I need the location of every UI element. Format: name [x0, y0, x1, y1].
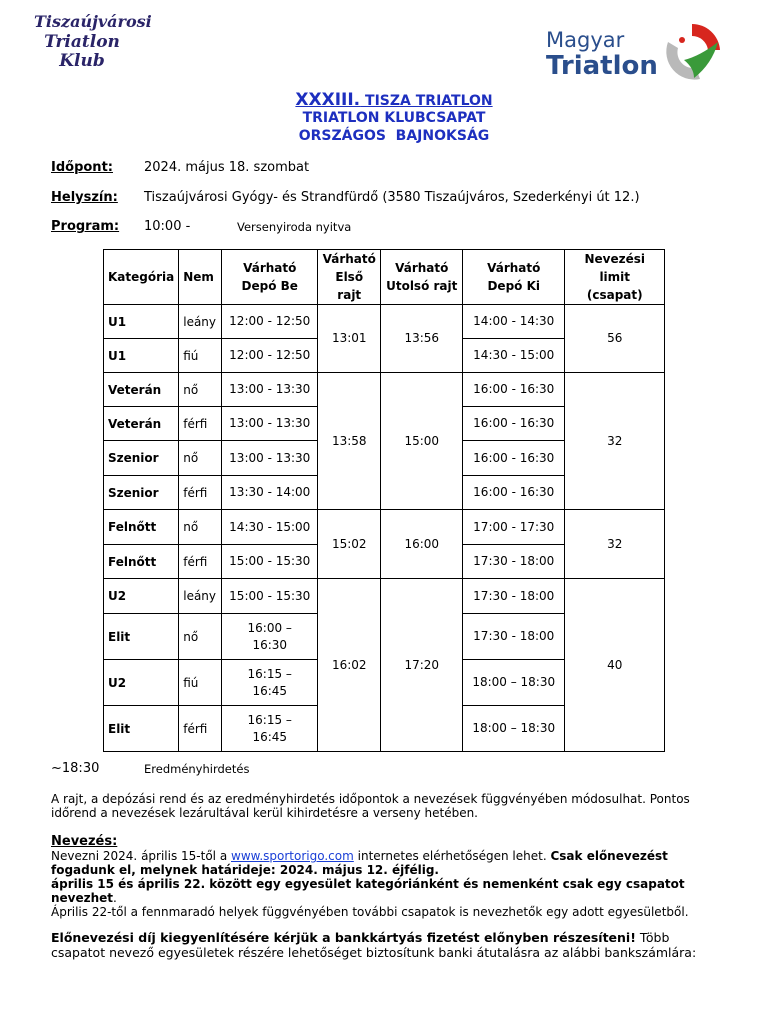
- cell-category: U2: [104, 660, 179, 706]
- place-label: Helyszín:: [51, 190, 118, 205]
- header-depo-in: Várható Depó Be: [222, 250, 318, 305]
- cell-depo-out: 16:00 - 16:30: [463, 407, 565, 441]
- results-time: ~18:30: [51, 761, 100, 776]
- cell-gender: nő: [179, 441, 222, 476]
- cell-depo-out: 17:00 - 17:30: [463, 510, 565, 545]
- registration-heading: Nevezés:: [51, 834, 118, 849]
- cell-depo-in: 12:00 - 12:50: [222, 305, 318, 339]
- header-last-start: Várható Utolsó rajt: [381, 250, 463, 305]
- cell-depo-out: 14:00 - 14:30: [463, 305, 565, 339]
- cell-category: Veterán: [104, 407, 179, 441]
- cell-category: Veterán: [104, 373, 179, 407]
- cell-gender: férfi: [179, 476, 222, 510]
- cell-first-start: 13:58: [318, 373, 381, 510]
- document-title: [0, 90, 768, 110]
- cell-category: U1: [104, 339, 179, 373]
- cell-last-start: 17:20: [381, 579, 463, 752]
- cell-depo-out: 17:30 - 18:00: [463, 545, 565, 579]
- document-subtitle-2: ORSZÁGOS BAJNOKSÁG: [298, 128, 490, 144]
- header-depo-out: Várható Depó Ki: [463, 250, 565, 305]
- cell-entry-limit: 56: [565, 305, 665, 373]
- cell-category: Szenior: [104, 476, 179, 510]
- federation-logo-line1: Magyar: [546, 28, 625, 52]
- cell-gender: leány: [179, 305, 222, 339]
- cell-entry-limit: 40: [565, 579, 665, 752]
- results-text: Eredményhirdetés: [144, 762, 250, 776]
- cell-depo-in: 15:00 - 15:30: [222, 579, 318, 614]
- program-time: 10:00 -: [144, 219, 191, 234]
- cell-depo-out: 14:30 - 15:00: [463, 339, 565, 373]
- cell-category: U2: [104, 579, 179, 614]
- cell-entry-limit: 32: [565, 373, 665, 510]
- cell-category: U1: [104, 305, 179, 339]
- table-row: [104, 579, 665, 614]
- cell-last-start: 15:00: [381, 373, 463, 510]
- cell-entry-limit: 32: [565, 510, 665, 579]
- header-first-start: Várható Első rajt: [318, 250, 381, 305]
- federation-logo-line2: Triatlon: [546, 51, 658, 81]
- payment-rest: Több csapatot nevező egyesületek részére lehetőséget biztosítunk banki átutalásra az alábbi bankszámlára:: [51, 930, 697, 960]
- cell-first-start: 15:02: [318, 510, 381, 579]
- cell-first-start: 16:02: [318, 579, 381, 752]
- cell-depo-out: 16:00 - 16:30: [463, 476, 565, 510]
- club-logo-line: Triatlon: [44, 32, 120, 52]
- cell-depo-out: 16:00 - 16:30: [463, 441, 565, 476]
- program-label: Program:: [51, 219, 120, 234]
- program-text: Versenyiroda nyitva: [237, 220, 352, 234]
- cell-depo-in: 13:00 - 13:30: [222, 441, 318, 476]
- cell-depo-in: 16:00 – 16:30: [222, 614, 318, 660]
- cell-gender: fiú: [179, 660, 222, 706]
- table-row: [104, 305, 665, 339]
- federation-logo-mark: [660, 20, 724, 84]
- cell-depo-out: 18:00 – 18:30: [463, 706, 565, 752]
- cell-depo-in: 15:00 - 15:30: [222, 545, 318, 579]
- cell-gender: nő: [179, 510, 222, 545]
- federation-logo-text: [546, 28, 658, 80]
- cell-category: Felnőtt: [104, 545, 179, 579]
- cell-gender: nő: [179, 614, 222, 660]
- cell-category: Elit: [104, 614, 179, 660]
- cell-depo-in: 14:30 - 15:00: [222, 510, 318, 545]
- time-label: Időpont:: [51, 160, 113, 175]
- club-logo-line: Tiszaújvárosi: [34, 12, 152, 31]
- title-edition: XXXIII.: [295, 90, 361, 110]
- club-logo-line: Klub: [59, 51, 105, 71]
- cell-gender: férfi: [179, 545, 222, 579]
- cell-gender: nő: [179, 373, 222, 407]
- cell-last-start: 13:56: [381, 305, 463, 373]
- cell-depo-out: 16:00 - 16:30: [463, 373, 565, 407]
- payment-text: [51, 930, 721, 960]
- table-row: [104, 510, 665, 545]
- cell-category: Elit: [104, 706, 179, 752]
- schedule-table: [103, 249, 665, 752]
- table-row: [104, 373, 665, 407]
- cell-gender: leány: [179, 579, 222, 614]
- title-event: TISZA TRIATLON: [360, 93, 493, 109]
- cell-category: Szenior: [104, 441, 179, 476]
- document-subtitle: TRIATLON KLUBCSAPAT: [302, 110, 486, 126]
- schedule-notice: A rajt, a depózási rend és az eredményhirdetés időpontok a nevezések függvényében módosulhat. Pontos időrend a nevezések lezárultával kerül kihirdetésre a verseny hetében.: [51, 792, 690, 820]
- sportorigo-link[interactable]: www.sportorigo.com: [231, 849, 354, 863]
- cell-gender: férfi: [179, 706, 222, 752]
- cell-depo-in: 13:00 - 13:30: [222, 373, 318, 407]
- registration-deadline: Csak előnevezést fogadunk el, melynek határideje: 2024. május 12. éjfélig.: [51, 849, 668, 877]
- registration-rule: április 15 és április 22. között egy egyesület kategóriánként és nemenként csak egy csapatot nevezhet: [51, 877, 685, 905]
- cell-last-start: 16:00: [381, 510, 463, 579]
- registration-text-2: internetes elérhetőségen lehet.: [353, 849, 551, 863]
- cell-depo-in: 13:00 - 13:30: [222, 407, 318, 441]
- cell-depo-in: 12:00 - 12:50: [222, 339, 318, 373]
- header-category: Kategória: [104, 250, 179, 305]
- header-entry-limit: Nevezési limit (csapat): [565, 250, 665, 305]
- cell-depo-out: 18:00 – 18:30: [463, 660, 565, 706]
- cell-gender: fiú: [179, 339, 222, 373]
- cell-depo-in: 16:15 – 16:45: [222, 706, 318, 752]
- cell-depo-out: 17:30 - 18:00: [463, 579, 565, 614]
- cell-gender: férfi: [179, 407, 222, 441]
- registration-text-4: Április 22-től a fennmaradó helyek függvényében további csapatok is nevezhetők egy adott egyesületből.: [51, 905, 689, 919]
- cell-depo-out: 17:30 - 18:00: [463, 614, 565, 660]
- cell-depo-in: 16:15 – 16:45: [222, 660, 318, 706]
- time-value: 2024. május 18. szombat: [144, 160, 310, 175]
- header-gender: Nem: [179, 250, 222, 305]
- registration-text-1: Nevezni 2024. április 15-től a: [51, 849, 231, 863]
- registration-text-3: .: [113, 891, 117, 905]
- payment-bold: Előnevezési díj kiegyenlítésére kérjük a bankkártyás fizetést előnyben részesíteni!: [51, 930, 636, 945]
- registration-text: [51, 849, 721, 919]
- place-value: Tiszaújvárosi Gyógy- és Strandfürdő (3580 Tiszaújváros, Szederkényi út 12.): [144, 190, 640, 205]
- cell-depo-in: 13:30 - 14:00: [222, 476, 318, 510]
- table-header-row: [104, 250, 665, 305]
- cell-category: Felnőtt: [104, 510, 179, 545]
- club-logo: [34, 12, 152, 72]
- cell-first-start: 13:01: [318, 305, 381, 373]
